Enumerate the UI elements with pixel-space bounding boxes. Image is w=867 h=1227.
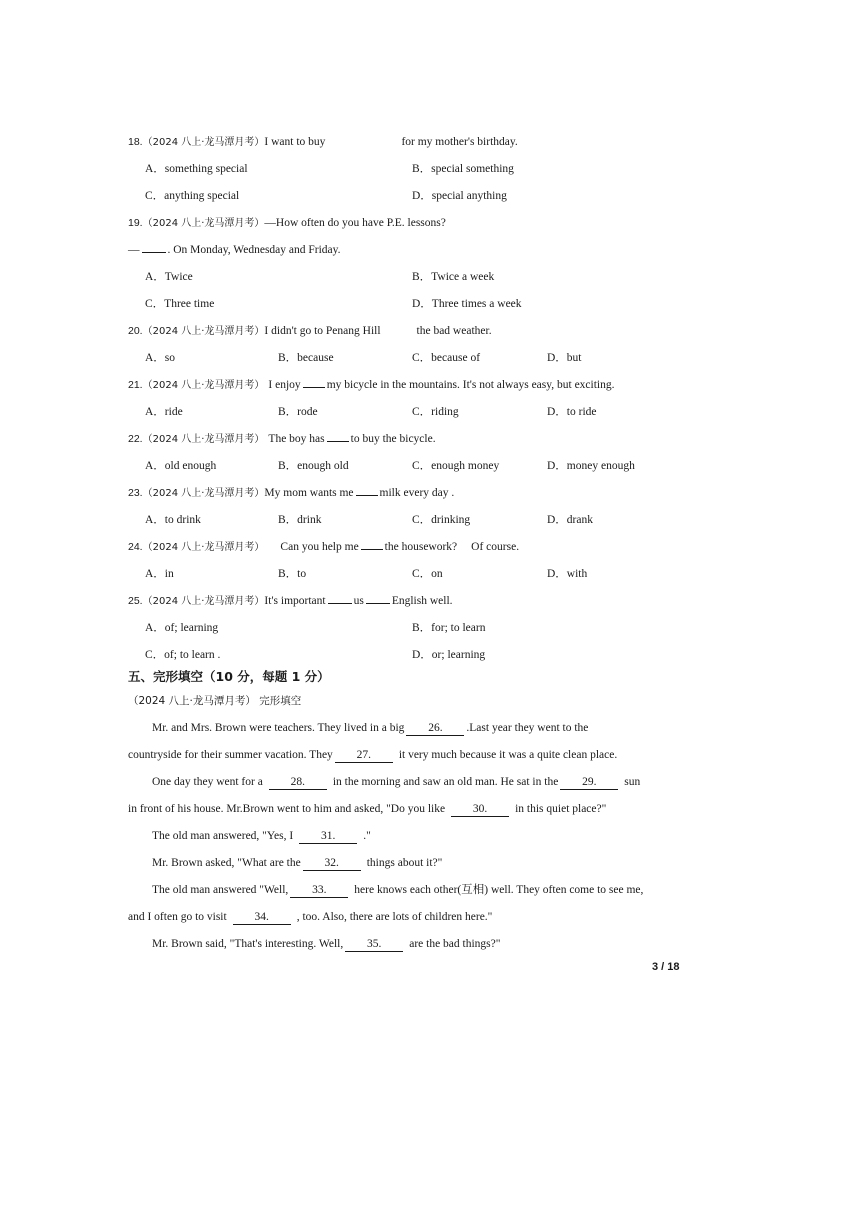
option-a[interactable]: A．something special bbox=[145, 163, 248, 175]
passage-line: Mr. Brown asked, "What are the 32. things about it?" bbox=[152, 857, 443, 869]
passage-line: One day they went for a 28. in the morning and saw an old man. He sat in the 29. sun bbox=[152, 776, 641, 788]
question-25: 25.（2024 八上·龙马潭月考）It's important us English well. bbox=[128, 595, 453, 607]
blank-35[interactable]: 35. bbox=[345, 938, 403, 952]
passage-line: in front of his house. Mr.Brown went to him and asked, "Do you like 30. in this quiet place?" bbox=[128, 803, 607, 815]
question-20: 20.（2024 八上·龙马潭月考）I didn't go to Penang Hill the bad weather. bbox=[128, 325, 492, 337]
blank-33[interactable]: 33. bbox=[290, 884, 348, 898]
option-d[interactable]: D．drank bbox=[547, 514, 593, 526]
option-a[interactable]: A．so bbox=[145, 352, 176, 364]
blank-34[interactable]: 34. bbox=[233, 911, 291, 925]
option-d[interactable]: D．but bbox=[547, 352, 582, 364]
blank-26[interactable]: 26. bbox=[406, 722, 464, 736]
option-b[interactable]: B．drink bbox=[278, 514, 322, 526]
option-b[interactable]: B．to bbox=[278, 568, 307, 580]
option-d[interactable]: D．Three times a week bbox=[412, 298, 522, 310]
option-d[interactable]: D．or; learning bbox=[412, 649, 486, 661]
option-b[interactable]: B．enough old bbox=[278, 460, 349, 472]
blank-28[interactable]: 28. bbox=[269, 776, 327, 790]
passage-line: Mr. and Mrs. Brown were teachers. They lived in a big 26. .Last year they went to the bbox=[152, 722, 589, 734]
option-c[interactable]: C．Three time bbox=[145, 298, 215, 310]
section-title: 五、完形填空（10 分，每题 1 分） bbox=[128, 669, 330, 684]
option-c[interactable]: C．on bbox=[412, 568, 443, 580]
option-c[interactable]: C．of; to learn . bbox=[145, 649, 221, 661]
option-a[interactable]: A．to drink bbox=[145, 514, 201, 526]
question-21: 21.（2024 八上·龙马潭月考） I enjoy my bicycle in the mountains. It's not always easy, but exciting. bbox=[128, 379, 615, 391]
option-d[interactable]: D．money enough bbox=[547, 460, 635, 472]
page-number: 3 / 18 bbox=[652, 961, 680, 973]
passage-line: The old man answered "Well, 33. here knows each other(互相) well. They often come to see me, bbox=[152, 884, 644, 896]
option-c[interactable]: C．drinking bbox=[412, 514, 471, 526]
passage-line: Mr. Brown said, "That's interesting. Well, 35. are the bad things?" bbox=[152, 938, 501, 950]
answer-blank[interactable] bbox=[327, 441, 349, 442]
option-c[interactable]: C．riding bbox=[412, 406, 459, 418]
answer-blank[interactable] bbox=[361, 549, 383, 550]
option-d[interactable]: D．to ride bbox=[547, 406, 597, 418]
option-b[interactable]: B．because bbox=[278, 352, 334, 364]
option-a[interactable]: A．old enough bbox=[145, 460, 217, 472]
passage-line: and I often go to visit 34. , too. Also, there are lots of children here." bbox=[128, 911, 493, 923]
blank-32[interactable]: 32. bbox=[303, 857, 361, 871]
blank-31[interactable]: 31. bbox=[299, 830, 357, 844]
option-d[interactable]: D．with bbox=[547, 568, 588, 580]
blank-29[interactable]: 29. bbox=[560, 776, 618, 790]
option-a[interactable]: A．Twice bbox=[145, 271, 193, 283]
answer-blank[interactable] bbox=[328, 603, 352, 604]
question-24: 24.（2024 八上·龙马潭月考） Can you help me the housework? Of course. bbox=[128, 541, 520, 553]
question-23: 23.（2024 八上·龙马潭月考）My mom wants me milk every day . bbox=[128, 487, 455, 499]
option-a[interactable]: A．ride bbox=[145, 406, 183, 418]
option-c[interactable]: C．because of bbox=[412, 352, 481, 364]
question-19: 19.（2024 八上·龙马潭月考）—How often do you have P.E. lessons? bbox=[128, 217, 446, 229]
option-c[interactable]: C．anything special bbox=[145, 190, 240, 202]
blank-30[interactable]: 30. bbox=[451, 803, 509, 817]
option-a[interactable]: A．of; learning bbox=[145, 622, 219, 634]
option-b[interactable]: B．Twice a week bbox=[412, 271, 495, 283]
question-22: 22.（2024 八上·龙马潭月考） The boy has to buy the bicycle. bbox=[128, 433, 436, 445]
option-c[interactable]: C．enough money bbox=[412, 460, 500, 472]
answer-blank[interactable] bbox=[142, 252, 166, 253]
question-19-answer-line: — . On Monday, Wednesday and Friday. bbox=[128, 244, 341, 256]
question-18: 18.（2024 八上·龙马潭月考）I want to buy for my mother's birthday. bbox=[128, 136, 518, 148]
blank-27[interactable]: 27. bbox=[335, 749, 393, 763]
passage-line: The old man answered, "Yes, I 31. ." bbox=[152, 830, 371, 842]
option-b[interactable]: B．rode bbox=[278, 406, 318, 418]
answer-blank[interactable] bbox=[303, 387, 325, 388]
section-subtitle: （2024 八上·龙马潭月考） 完形填空 bbox=[128, 695, 302, 707]
answer-blank[interactable] bbox=[356, 495, 378, 496]
option-a[interactable]: A．in bbox=[145, 568, 174, 580]
option-b[interactable]: B．for; to learn bbox=[412, 622, 486, 634]
answer-blank[interactable] bbox=[366, 603, 390, 604]
option-d[interactable]: D．special anything bbox=[412, 190, 507, 202]
passage-line: countryside for their summer vacation. They 27. it very much because it was a quite clean place. bbox=[128, 749, 618, 761]
option-b[interactable]: B．special something bbox=[412, 163, 514, 175]
